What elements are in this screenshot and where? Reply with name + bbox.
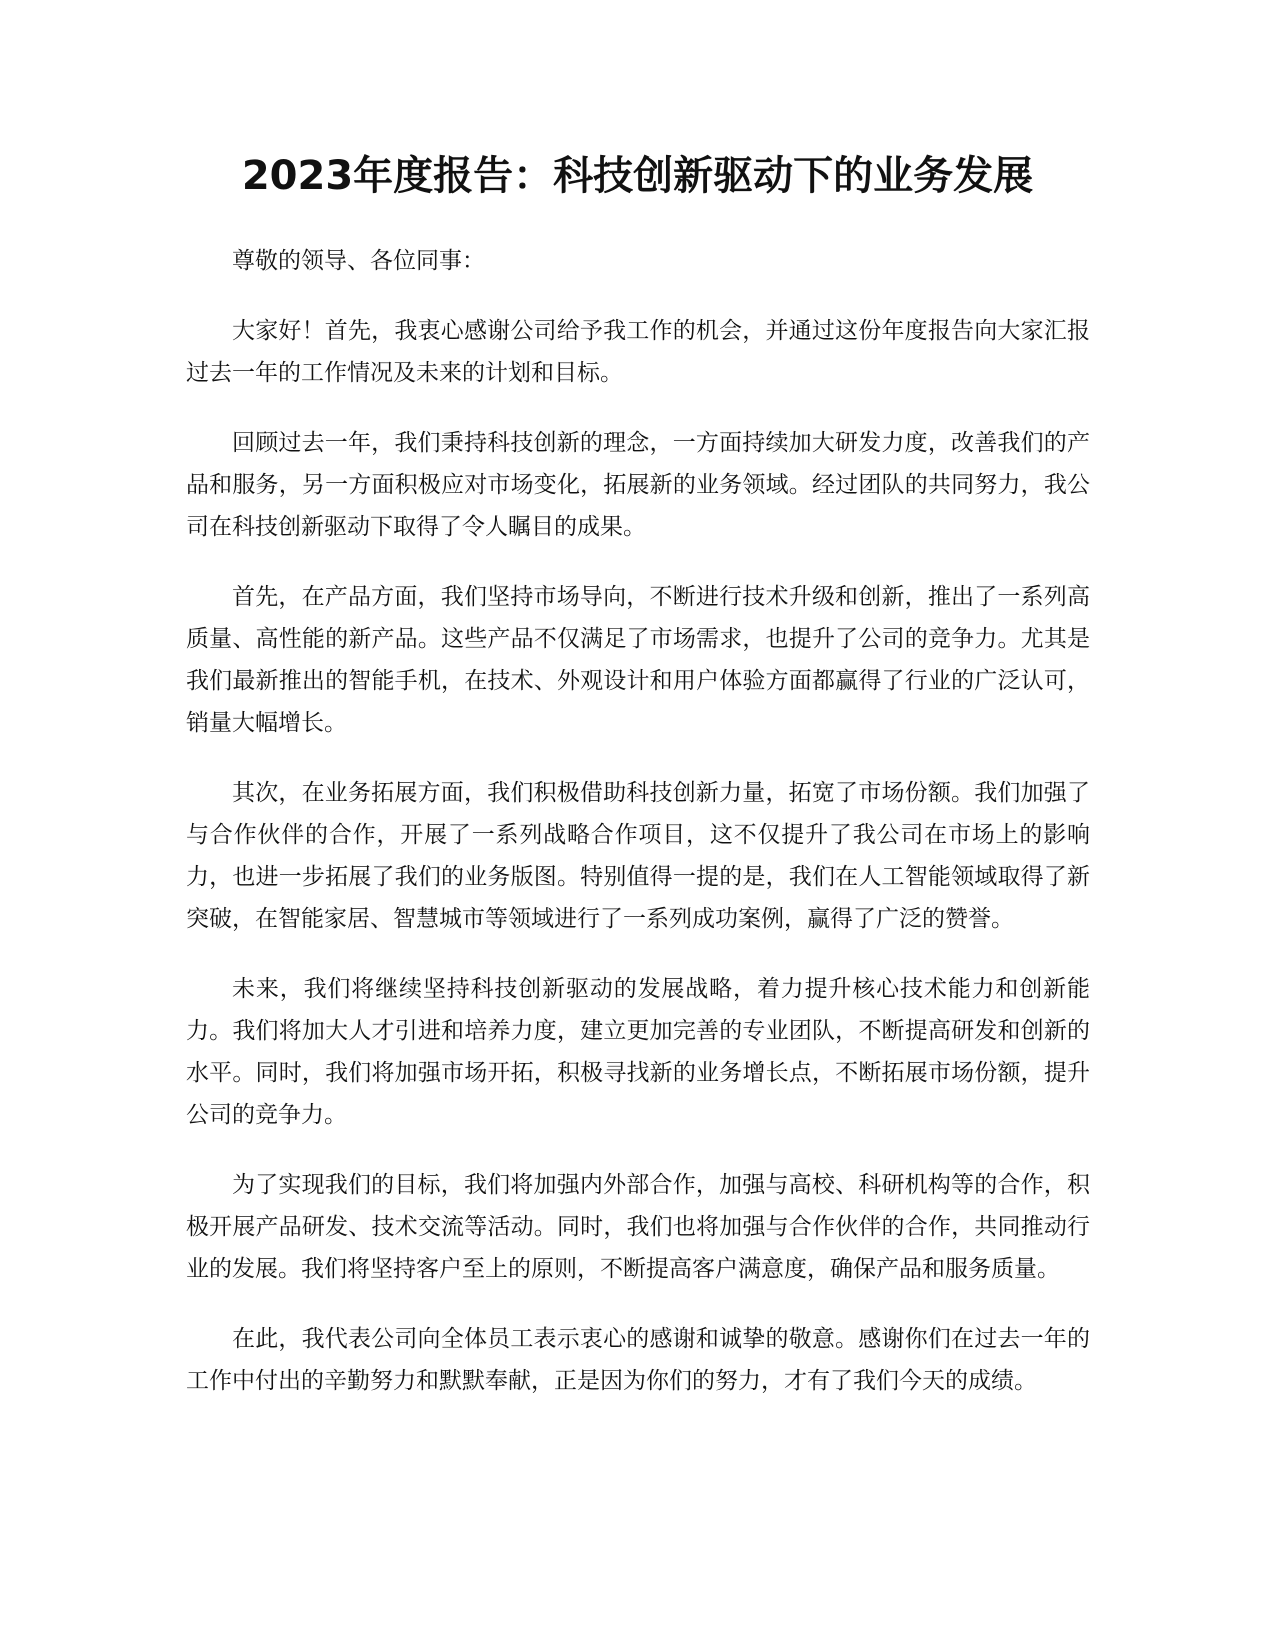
paragraph-future-plans: 未来，我们将继续坚持科技创新驱动的发展战略，着力提升核心技术能力和创新能力。我们将加大人才引进和培养力度，建立更加完善的专业团队，不断提高研发和创新的水平。同时，我们将加强市场开拓，积极寻找新的业务增长点，不断拓展市场份额，提升公司的竞争力。 [186, 976, 1090, 1128]
paragraph-business-expansion: 其次，在业务拓展方面，我们积极借助科技创新力量，拓宽了市场份额。我们加强了与合作伙伴的合作，开展了一系列战略合作项目，这不仅提升了我公司在市场上的影响力，也进一步拓展了我们的业务版图。特别值得一提的是，我们在人工智能领域取得了新突破，在智能家居、智慧城市等领域进行了一系列成功案例，赢得了广泛的赞誉。 [186, 780, 1090, 932]
paragraph-review: 回顾过去一年，我们秉持科技创新的理念，一方面持续加大研发力度，改善我们的产品和服务，另一方面积极应对市场变化，拓展新的业务领域。经过团队的共同努力，我公司在科技创新驱动下取得了令人瞩目的成果。 [186, 430, 1090, 540]
document-title: 2023年度报告：科技创新驱动下的业务发展 [241, 153, 1034, 199]
paragraph-products: 首先，在产品方面，我们坚持市场导向，不断进行技术升级和创新，推出了一系列高质量、高性能的新产品。这些产品不仅满足了市场需求，也提升了公司的竞争力。尤其是我们最新推出的智能手机，在技术、外观设计和用户体验方面都赢得了行业的广泛认可，销量大幅增长。 [186, 584, 1090, 736]
salutation: 尊敬的领导、各位同事： [232, 248, 485, 274]
paragraph-cooperation: 为了实现我们的目标，我们将加强内外部合作，加强与高校、科研机构等的合作，积极开展产品研发、技术交流等活动。同时，我们也将加强与合作伙伴的合作，共同推动行业的发展。我们将坚持客户至上的原则，不断提高客户满意度，确保产品和服务质量。 [186, 1172, 1090, 1282]
paragraph-greeting: 大家好！首先，我衷心感谢公司给予我工作的机会，并通过这份年度报告向大家汇报过去一年的工作情况及未来的计划和目标。 [186, 318, 1090, 386]
document-body [186, 240, 1090, 1430]
paragraph-thanks: 在此，我代表公司向全体员工表示衷心的感谢和诚挚的敬意。感谢你们在过去一年的工作中付出的辛勤努力和默默奉献，正是因为你们的努力，才有了我们今天的成绩。 [186, 1326, 1090, 1394]
